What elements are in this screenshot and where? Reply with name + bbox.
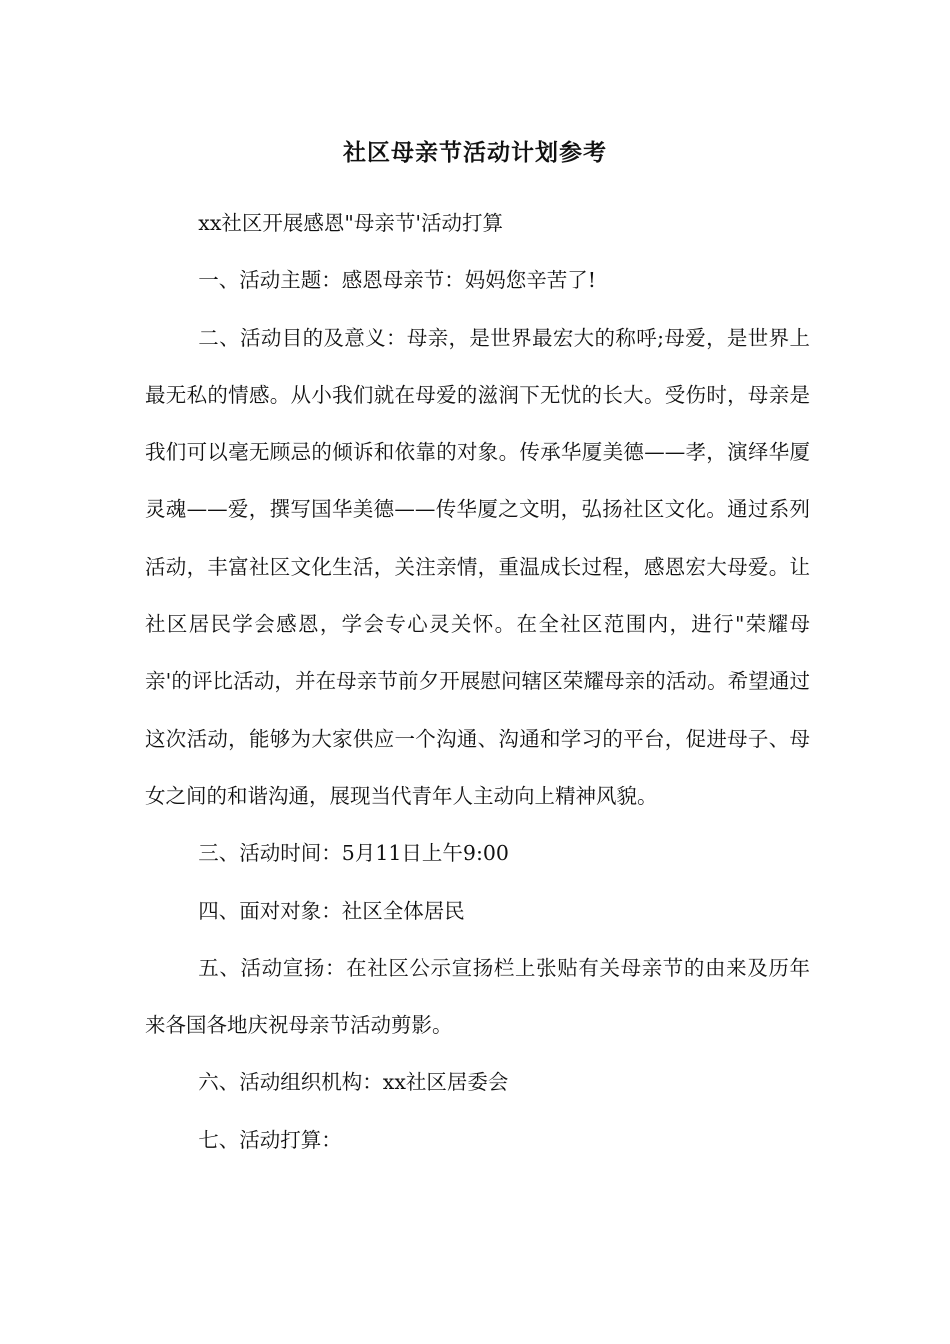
document-body	[145, 195, 810, 1169]
paragraph-purpose: 二、活动目的及意义：母亲，是世界最宏大的称呼;母爱，是世界上最无私的情感。从小我们就在母爱的滋润下无忧的长大。受伤时，母亲是我们可以毫无顾忌的倾诉和依靠的对象。传承华厦美德——孝，演绎华厦灵魂——爱，撰写国华美德——传华厦之文明，弘扬社区文化。通过系列活动，丰富社区文化生活，关注亲情，重温成长过程，感恩宏大母爱。让社区居民学会感恩，学会专心灵关怀。在全社区范围内，进行"荣耀母亲'的评比活动，并在母亲节前夕开展慰问辖区荣耀母亲的活动。希望通过这次活动，能够为大家供应一个沟通、沟通和学习的平台，促进母子、母女之间的和谐沟通，展现当代青年人主动向上精神风貌。	[145, 325, 810, 808]
paragraph-plan: 七、活动打算：	[198, 1127, 342, 1152]
document-title: 社区母亲节活动计划参考	[343, 139, 607, 166]
paragraph-time: 三、活动时间：5月11日上午9:00	[198, 841, 509, 866]
paragraph-organizer: 六、活动组织机构：xx社区居委会	[198, 1070, 509, 1095]
paragraph-intro: xx社区开展感恩"母亲节'活动打算	[198, 211, 503, 235]
paragraph-theme: 一、活动主题：感恩母亲节：妈妈您辛苦了!	[198, 268, 597, 293]
paragraph-promotion: 五、活动宣扬：在社区公示宣扬栏上张贴有关母亲节的由来及历年来各国各地庆祝母亲节活动剪影。	[145, 955, 810, 1038]
paragraph-audience: 四、面对对象：社区全体居民	[198, 898, 465, 923]
